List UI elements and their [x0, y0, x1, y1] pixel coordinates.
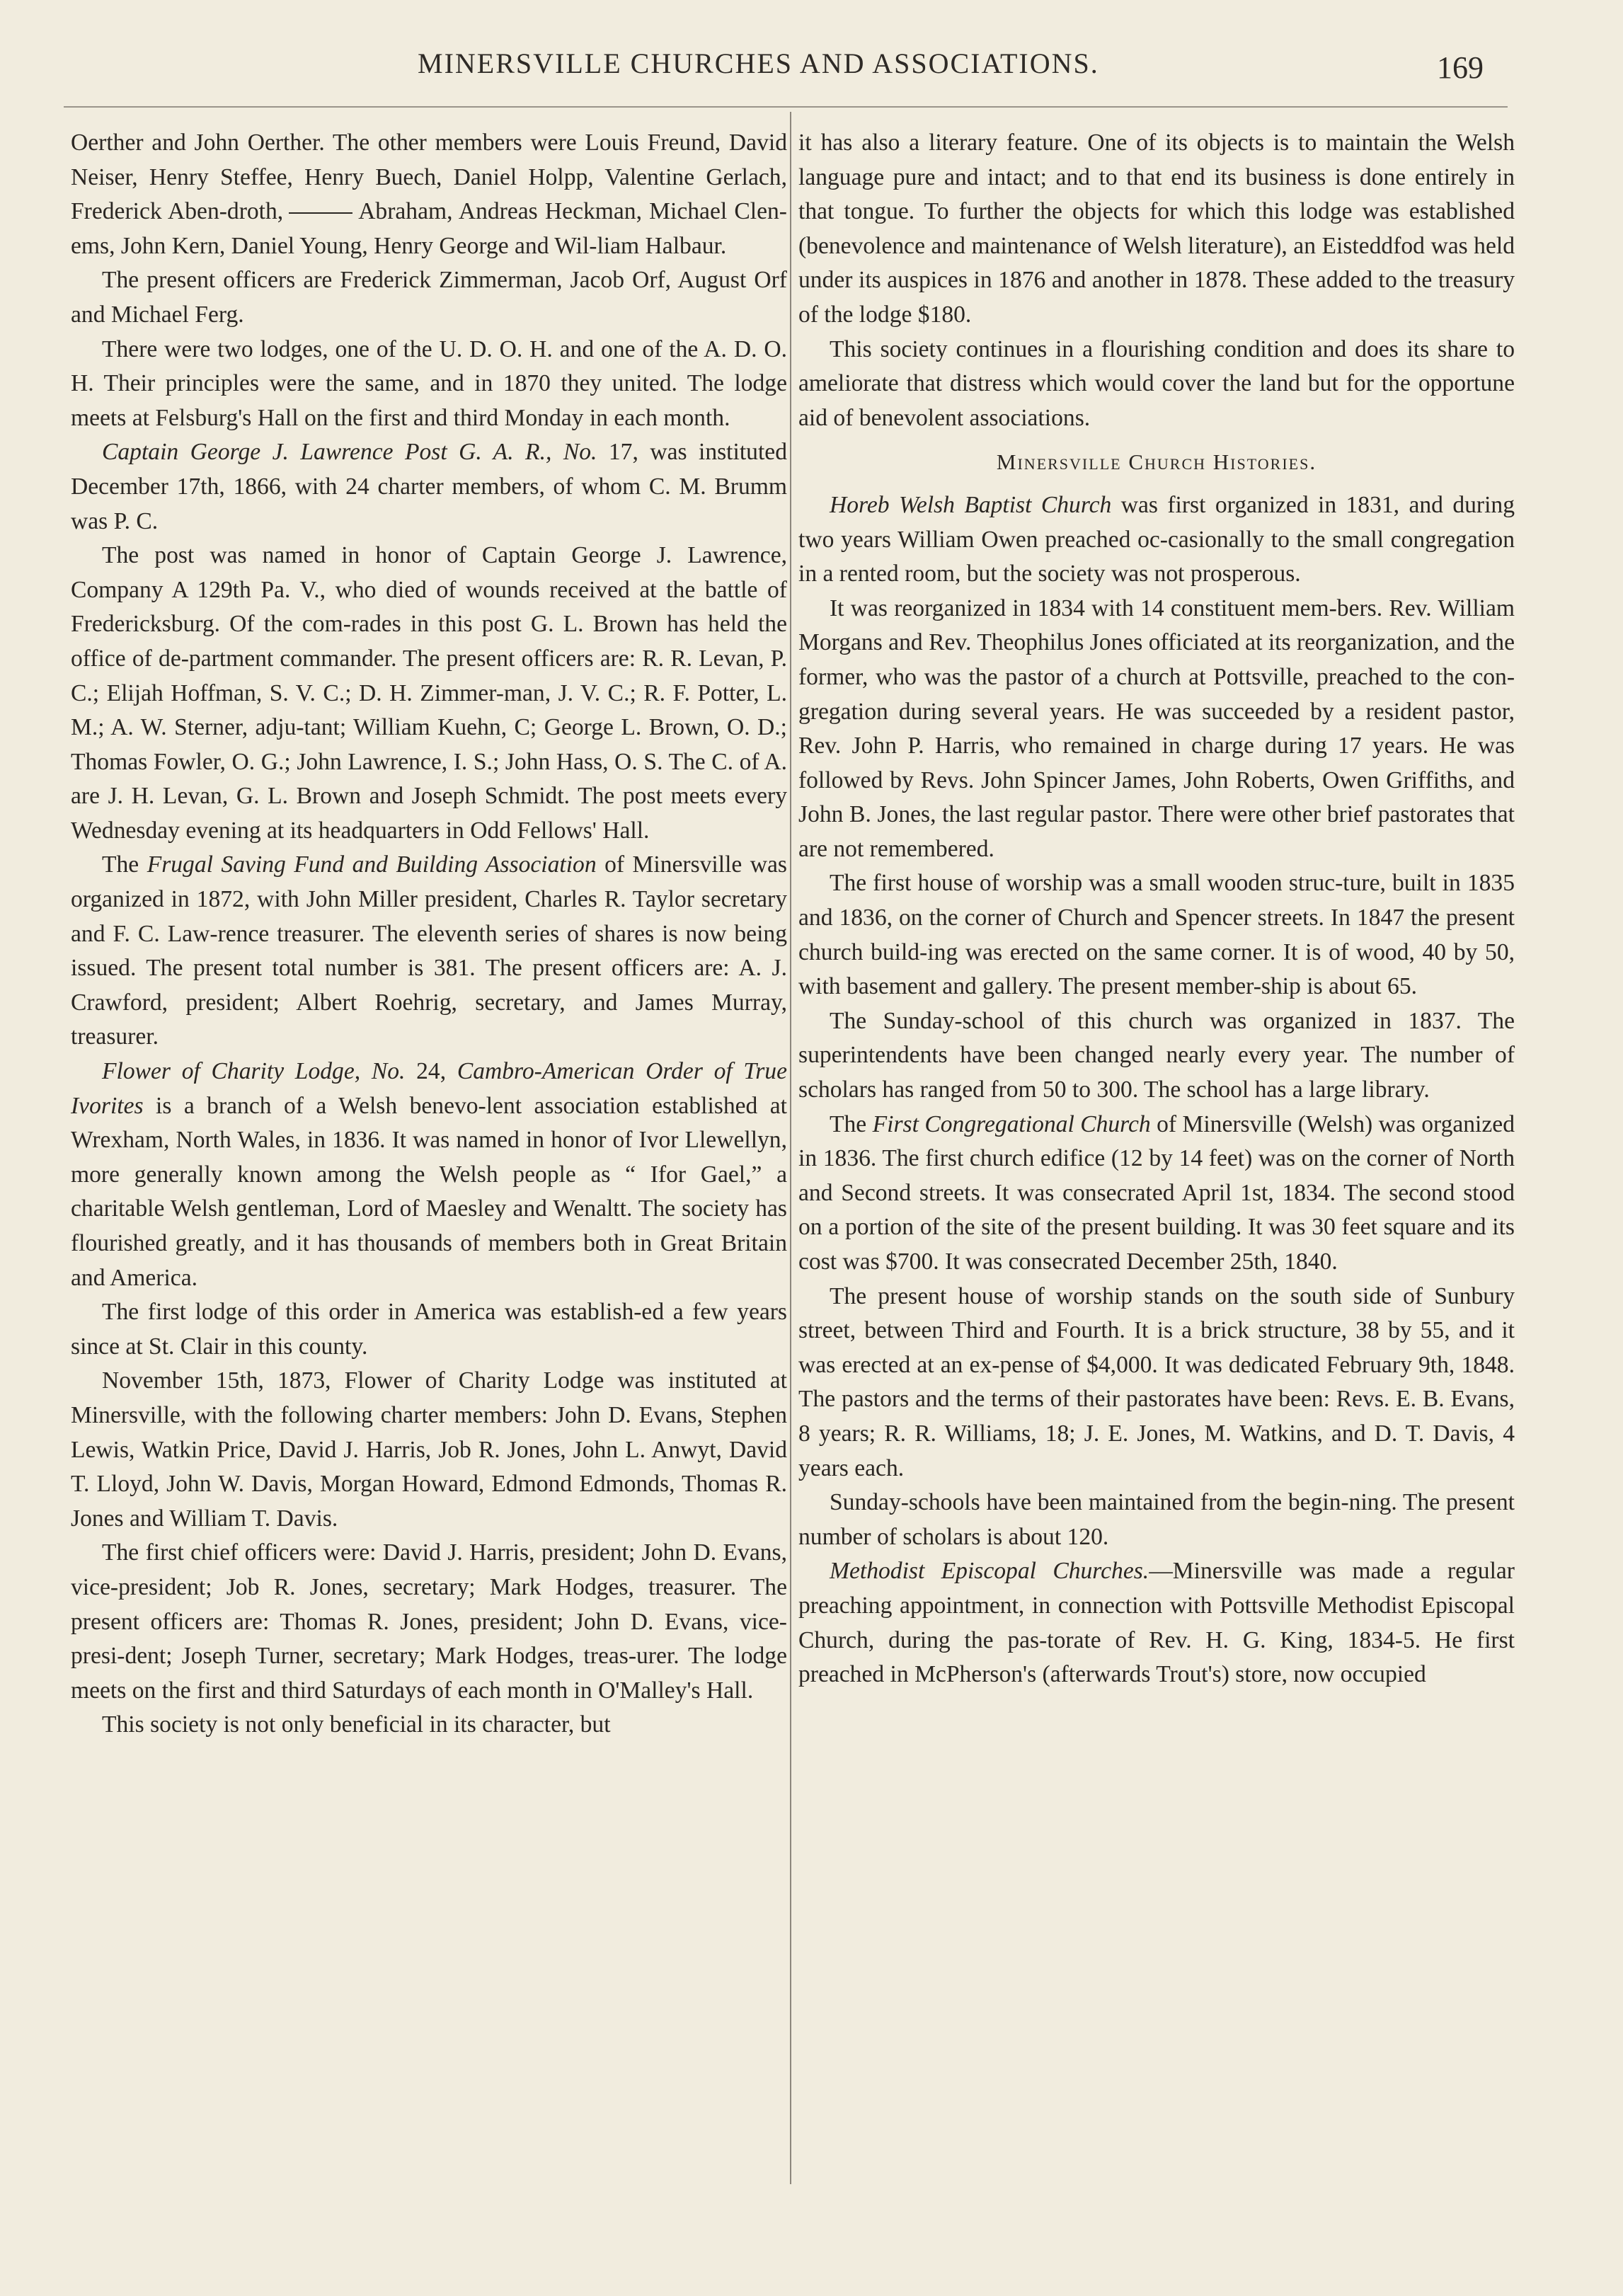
church-title: First Congregational Church [872, 1110, 1151, 1137]
paragraph: The first lodge of this order in America was establish-ed a few years since at St. Clair in this county. [71, 1299, 787, 1360]
paragraph: The first chief officers were: David J. Harris, president; John D. Evans, vice-president; Job R. Jones, secretary; Mark Hodges, treasurer. The present officers are: Thomas R. Jones, president; John D. Evans, vice-presi-dent; Joseph Turner, secretary; Mark Hodges, treas-urer. The lodge meets on the first and third Saturdays of each month in O'Malley's Hall. [71, 1539, 787, 1704]
paragraph: The present officers are Frederick Zimmerman, Jacob Orf, August Orf and Michael Ferg. [71, 267, 787, 328]
church-title: Methodist Episcopal Churches. [830, 1558, 1149, 1585]
paragraph [798, 1108, 1515, 1280]
paragraph: The Sunday-school of this church was organized in 1837. The superintendents have been changed nearly every year. The number of scholars has ranged from 50 to 300. The school has a large library. [798, 1007, 1515, 1103]
paragraph-text: was first organized in 1831, and during two years William Owen preached oc-casionally to the small congregation in a rented room, but the society was not prosperous. [798, 491, 1515, 587]
paragraph: The post was named in honor of Captain George J. Lawrence, Company A 129th Pa. V., who died of wounds received at the battle of Fredericksburg. Of the com-rades in this post G. L. Brown has held the office of de-partment commander. The present officers are: R. R. Levan, P. C.; Elijah Hoffman, S. V. C.; D. H. Zimmer-man, J. V. C.; R. F. Potter, L. M.; A. W. Sterner, adju-tant; William Kuehn, C; George L. Brown, O. D.; Thomas Fowler, O. G.; John Lawrence, I. S.; John Hass, O. S. The C. of A. are J. H. Levan, G. L. Brown and Joseph Schmidt. The post meets every Wednesday evening at its headquarters in Odd Fellows' Hall. [71, 542, 787, 844]
paragraph: It was reorganized in 1834 with 14 constituent mem-bers. Rev. William Morgans and Rev. Theophilus Jones officiated at its reorganization, and the former, who was the pastor of a church at Pottsville, preached to the con-gregation during several years. He was succeeded by a resident pastor, Rev. John P. Harris, who remained in charge during 17 years. He was followed by Revs. John Spincer James, John Roberts, Owen Griffiths, and John B. Jones, the last regular pastor. There were other brief pastorates that are not remembered. [798, 595, 1515, 862]
page-number: 169 [1437, 50, 1484, 85]
section-heading: Minersville Church Histories. [996, 449, 1317, 475]
paragraph: The first house of worship was a small wooden struc-ture, built in 1835 and 1836, on the corner of Church and Spencer streets. In 1847 the present church build-ing was erected on the same corner. It is of wood, 40 by 50, with basement and gallery. The present member-ship is about 65. [798, 870, 1515, 1000]
paragraph [71, 848, 787, 1055]
paragraph-text: of Minersville was organized in 1872, with John Miller president, Charles R. Taylor secretary and F. C. Law-rence treasurer. The eleventh series of shares is now being issued. The present total number is 381. The present officers are: A. J. Crawford, president; Albert Roehrig, secretary, and James Murray, treasurer. [71, 851, 788, 1050]
paragraph-text: of Minersville (Welsh) was organized in 1836. The first church edifice (12 by 14 feet) was on the corner of North and Second streets. It was consecrated April 1st, 1834. The second stood on a portion of the site of the present building. It was 30 feet square and its cost was $700. It was consecrated December 25th, 1840. [798, 1110, 1515, 1275]
paragraph: This society is not only beneficial in its character, but [102, 1711, 611, 1738]
paragraph [798, 1554, 1515, 1692]
paragraph: This society continues in a flourishing condition and does its share to ameliorate that distress which would cover the land but for the opportune aid of benevolent associations. [798, 335, 1515, 431]
church-title: Horeb Welsh Baptist Church [830, 491, 1112, 518]
order-title: Cambro-American Order of True Ivorites [71, 1058, 787, 1119]
right-column [798, 126, 1515, 1692]
paragraph: There were two lodges, one of the U. D. O. H. and one of the A. D. O. H. Their principles were the same, and in 1870 they united. The lodge meets at Felsburg's Hall on the first and third Monday in each month. [71, 335, 787, 431]
paragraph-text: 17, was instituted December 17th, 1866, with 24 charter members, of whom C. M. Brumm was P. C. [71, 439, 787, 534]
association-title: Frugal Saving Fund and Building Association [147, 851, 597, 878]
paragraph-text: is a branch of a Welsh benevo-lent association established at Wrexham, North Wales, in 1836. It was named in honor of Ivor Llewellyn, more generally known among the Welsh people as “ Ifor Gael,” a charitable Welsh gentleman, Lord of Maesley and Wenaltt. The society has flourished greatly, and it has thousands of members both in Great Britain and America. [71, 1092, 787, 1291]
paragraph-text: The [830, 1110, 867, 1137]
post-title: Captain George J. Lawrence Post G. A. R., No. [102, 439, 597, 466]
column-divider [790, 112, 791, 2184]
paragraph-text: Abraham, Andreas Heckman, Michael Clen-ems, John Kern, Daniel Young, Henry George and Wil-liam Halbaur. [71, 198, 787, 259]
paragraph [71, 435, 787, 539]
left-column [71, 126, 787, 1743]
paragraph [71, 126, 787, 263]
paragraph [798, 488, 1515, 592]
lodge-title: Flower of Charity Lodge, No. [102, 1058, 406, 1085]
paragraph: Sunday-schools have been maintained from the begin-ning. The present number of scholars is about 120. [798, 1489, 1515, 1550]
paragraph: November 15th, 1873, Flower of Charity Lodge was instituted at Minersville, with the following charter members: John D. Evans, Stephen Lewis, Watkin Price, David J. Harris, Job R. Jones, John L. Anwyt, David T. Lloyd, John W. Davis, Morgan Howard, Edmond Edmonds, Thomas R. Jones and William T. Davis. [71, 1367, 787, 1532]
page-header [0, 47, 1623, 89]
header-rule [64, 106, 1508, 108]
blank-dash [289, 212, 352, 214]
paragraph: it has also a literary feature. One of its objects is to maintain the Welsh language pure and intact; and to that end its business is done entirely in that tongue. To further the objects for which this lodge was established (benevolence and maintenance of Welsh literature), an Eisteddfod was held under its auspices in 1876 and another in 1878. These added to the treasury of the lodge $180. [798, 130, 1515, 328]
running-head: MINERSVILLE CHURCHES AND ASSOCIATIONS. [418, 47, 1099, 79]
paragraph [71, 1055, 787, 1295]
paragraph-text: —Minersville was made a regular preaching appointment, in connection with Pottsville Methodist Episcopal Church, during the pas-torate of Rev. H. G. King, 1834-5. He first preached in McPherson's (afterwards Trout's) store, now occupied [798, 1558, 1515, 1688]
paragraph-text: The [102, 851, 139, 878]
paragraph: The present house of worship stands on the south side of Sunbury street, between Third and Fourth. It is a brick structure, 38 by 55, and it was erected at an ex-pense of $4,000. It was dedicated February 9th, 1848. The pastors and the terms of their pastorates have been: Revs. E. B. Evans, 8 years; R. R. Williams, 18; J. E. Jones, M. Watkins, and D. T. Davis, 4 years each. [798, 1282, 1515, 1481]
paragraph-text: 24, [416, 1058, 447, 1085]
paragraph-text: Oerther and John Oerther. The other members were Louis Freund, David Neiser, Henry Steffee, Henry Buech, Daniel Holpp, Valentine Gerlach, Frederick Aben-droth, [71, 130, 787, 225]
